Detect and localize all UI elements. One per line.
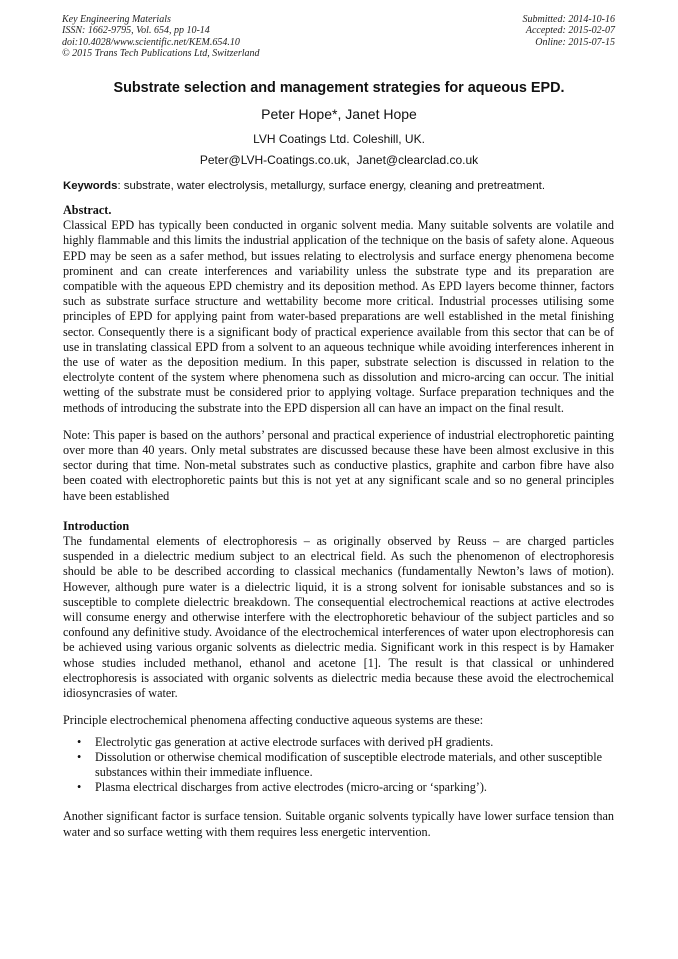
author-emails: Peter@LVH-Coatings.co.uk, Janet@clearclad.co.uk	[199, 153, 479, 167]
bullet-symbol: •	[77, 780, 82, 795]
bullet-symbol: •	[77, 749, 82, 764]
paper-title: Substrate selection and management strategies for aqueous EPD.	[113, 80, 565, 96]
list-item: • Electrolytic gas generation at active electrode surfaces with derived pH gradients.	[77, 734, 494, 749]
closing-paragraph: Another significant factor is surface tension. Suitable organic solvents typically have lower surface tension than water and so surface wetting with them requires less energetic intervention.	[63, 809, 614, 839]
online-date: Online: 2015-07-15	[535, 36, 615, 48]
doi-line: doi:10.4028/www.scientific.net/KEM.654.10	[62, 36, 240, 48]
accepted-date: Accepted: 2015-02-07	[525, 25, 615, 37]
journal-header	[62, 14, 260, 59]
authors: Peter Hope*, Janet Hope	[261, 106, 417, 122]
phenomena-list	[63, 735, 614, 796]
list-item: • Plasma electrical discharges from active electrodes (micro-arcing or ‘sparking’).	[77, 780, 487, 795]
paper-body	[63, 203, 614, 840]
introduction-heading: Introduction	[63, 518, 130, 533]
abstract-text: Classical EPD has typically been conducted in organic solvent media. Many suitable solvents are volatile and highly flammable and this limits the industrial application of the technique on the basis of safety alone. Aqueous EPD may be seen as a safer method, but issues relating to electrolysis and surface energy phenomena become prominent and can create interferences and variability unless the substrate type and its preparation are compatible with the aqueous EPD chemistry and its deposition method. As EPD layers become thinner, factors such as substrate surface structure and wettability become more critical. Industrial processes utilising some principles of EPD for applying paint from water-based preparations are well established in the metal finishing sector. Consequently there is a significant body of practical experience available from this sector that can be of use in translating classical EPD from a solvent to an aqueous technique while avoiding interferences inherent in the use of water as the deposition medium. In this paper, substrate selection is discussed in relation to the electrolyte content of the system where phenomena such as dissolution and micro-arcing can occur. The initial wetting of the substrate must be considered prior to applying voltage. Surface preparation techniques and the methods of introducing the substrate into the EPD dispersion all can have an impact on the final result.	[63, 218, 614, 415]
dates-header	[523, 14, 616, 48]
abstract-heading: Abstract.	[63, 203, 112, 217]
submitted-date: Submitted: 2014-10-16	[522, 14, 615, 25]
introduction-text: The fundamental elements of electrophoresis – as originally observed by Reuss – are charged particles suspended in a dielectric medium subject to an electrical field. As such the phenomenon of electrophoresis should be able to be described according to classical mechanics (fundamentally Newton’s laws of motion). However, although pure water is a dielectric liquid, it is a strong solvent for ionisable substances and so is susceptible to complete dielectric breakdown. The consequential electrochemical reactions at active electrodes will consume energy and otherwise interfere with the electrophoretic behaviour of the subject particles and so confound any definitive study. Avoidance of the electrochemical interferences of water upon electrophoresis can be achieved using various organic solvents as dielectric media. Significant work in this respect is by Hamaker whose studies included methanol, ethanol and acetone [1]. The result is that classical or unhindered electrophoresis is associated with organic solvents as dielectric media because these avoid the electrochemical idiosyncrasies of water.	[63, 534, 614, 701]
bullet-symbol: •	[77, 734, 82, 749]
journal-name: Key Engineering Materials	[62, 14, 171, 25]
affiliation: LVH Coatings Ltd. Coleshill, UK.	[253, 132, 425, 146]
copyright-line: © 2015 Trans Tech Publications Ltd, Switzerland	[62, 47, 260, 59]
keywords-label: Keywords	[63, 180, 118, 192]
issn-line: ISSN: 1662-9795, Vol. 654, pp 10-14	[62, 25, 210, 37]
list-item: • Dissolution or otherwise chemical modification of susceptible electrode materials, and other susceptible substances within their immediate influence.	[77, 749, 602, 779]
note-paragraph: Note: This paper is based on the authors’ personal and practical experience of industrial electrophoretic painting over more than 40 years. Only metal substrates are discussed because these have been almost exclusive in this sector during that time. Non-metal substrates such as conductive plastics, graphite and carbon fibre have also been coated with electrophoretic paints but this is not yet at any significant scale and so no general principles have been established	[63, 427, 614, 503]
phenomena-intro: Principle electrochemical phenomena affecting conductive aqueous systems are these:	[63, 713, 484, 728]
keywords-text: : substrate, water electrolysis, metallurgy, surface energy, cleaning and pretreatment.	[117, 180, 546, 192]
keywords-line	[63, 180, 623, 192]
